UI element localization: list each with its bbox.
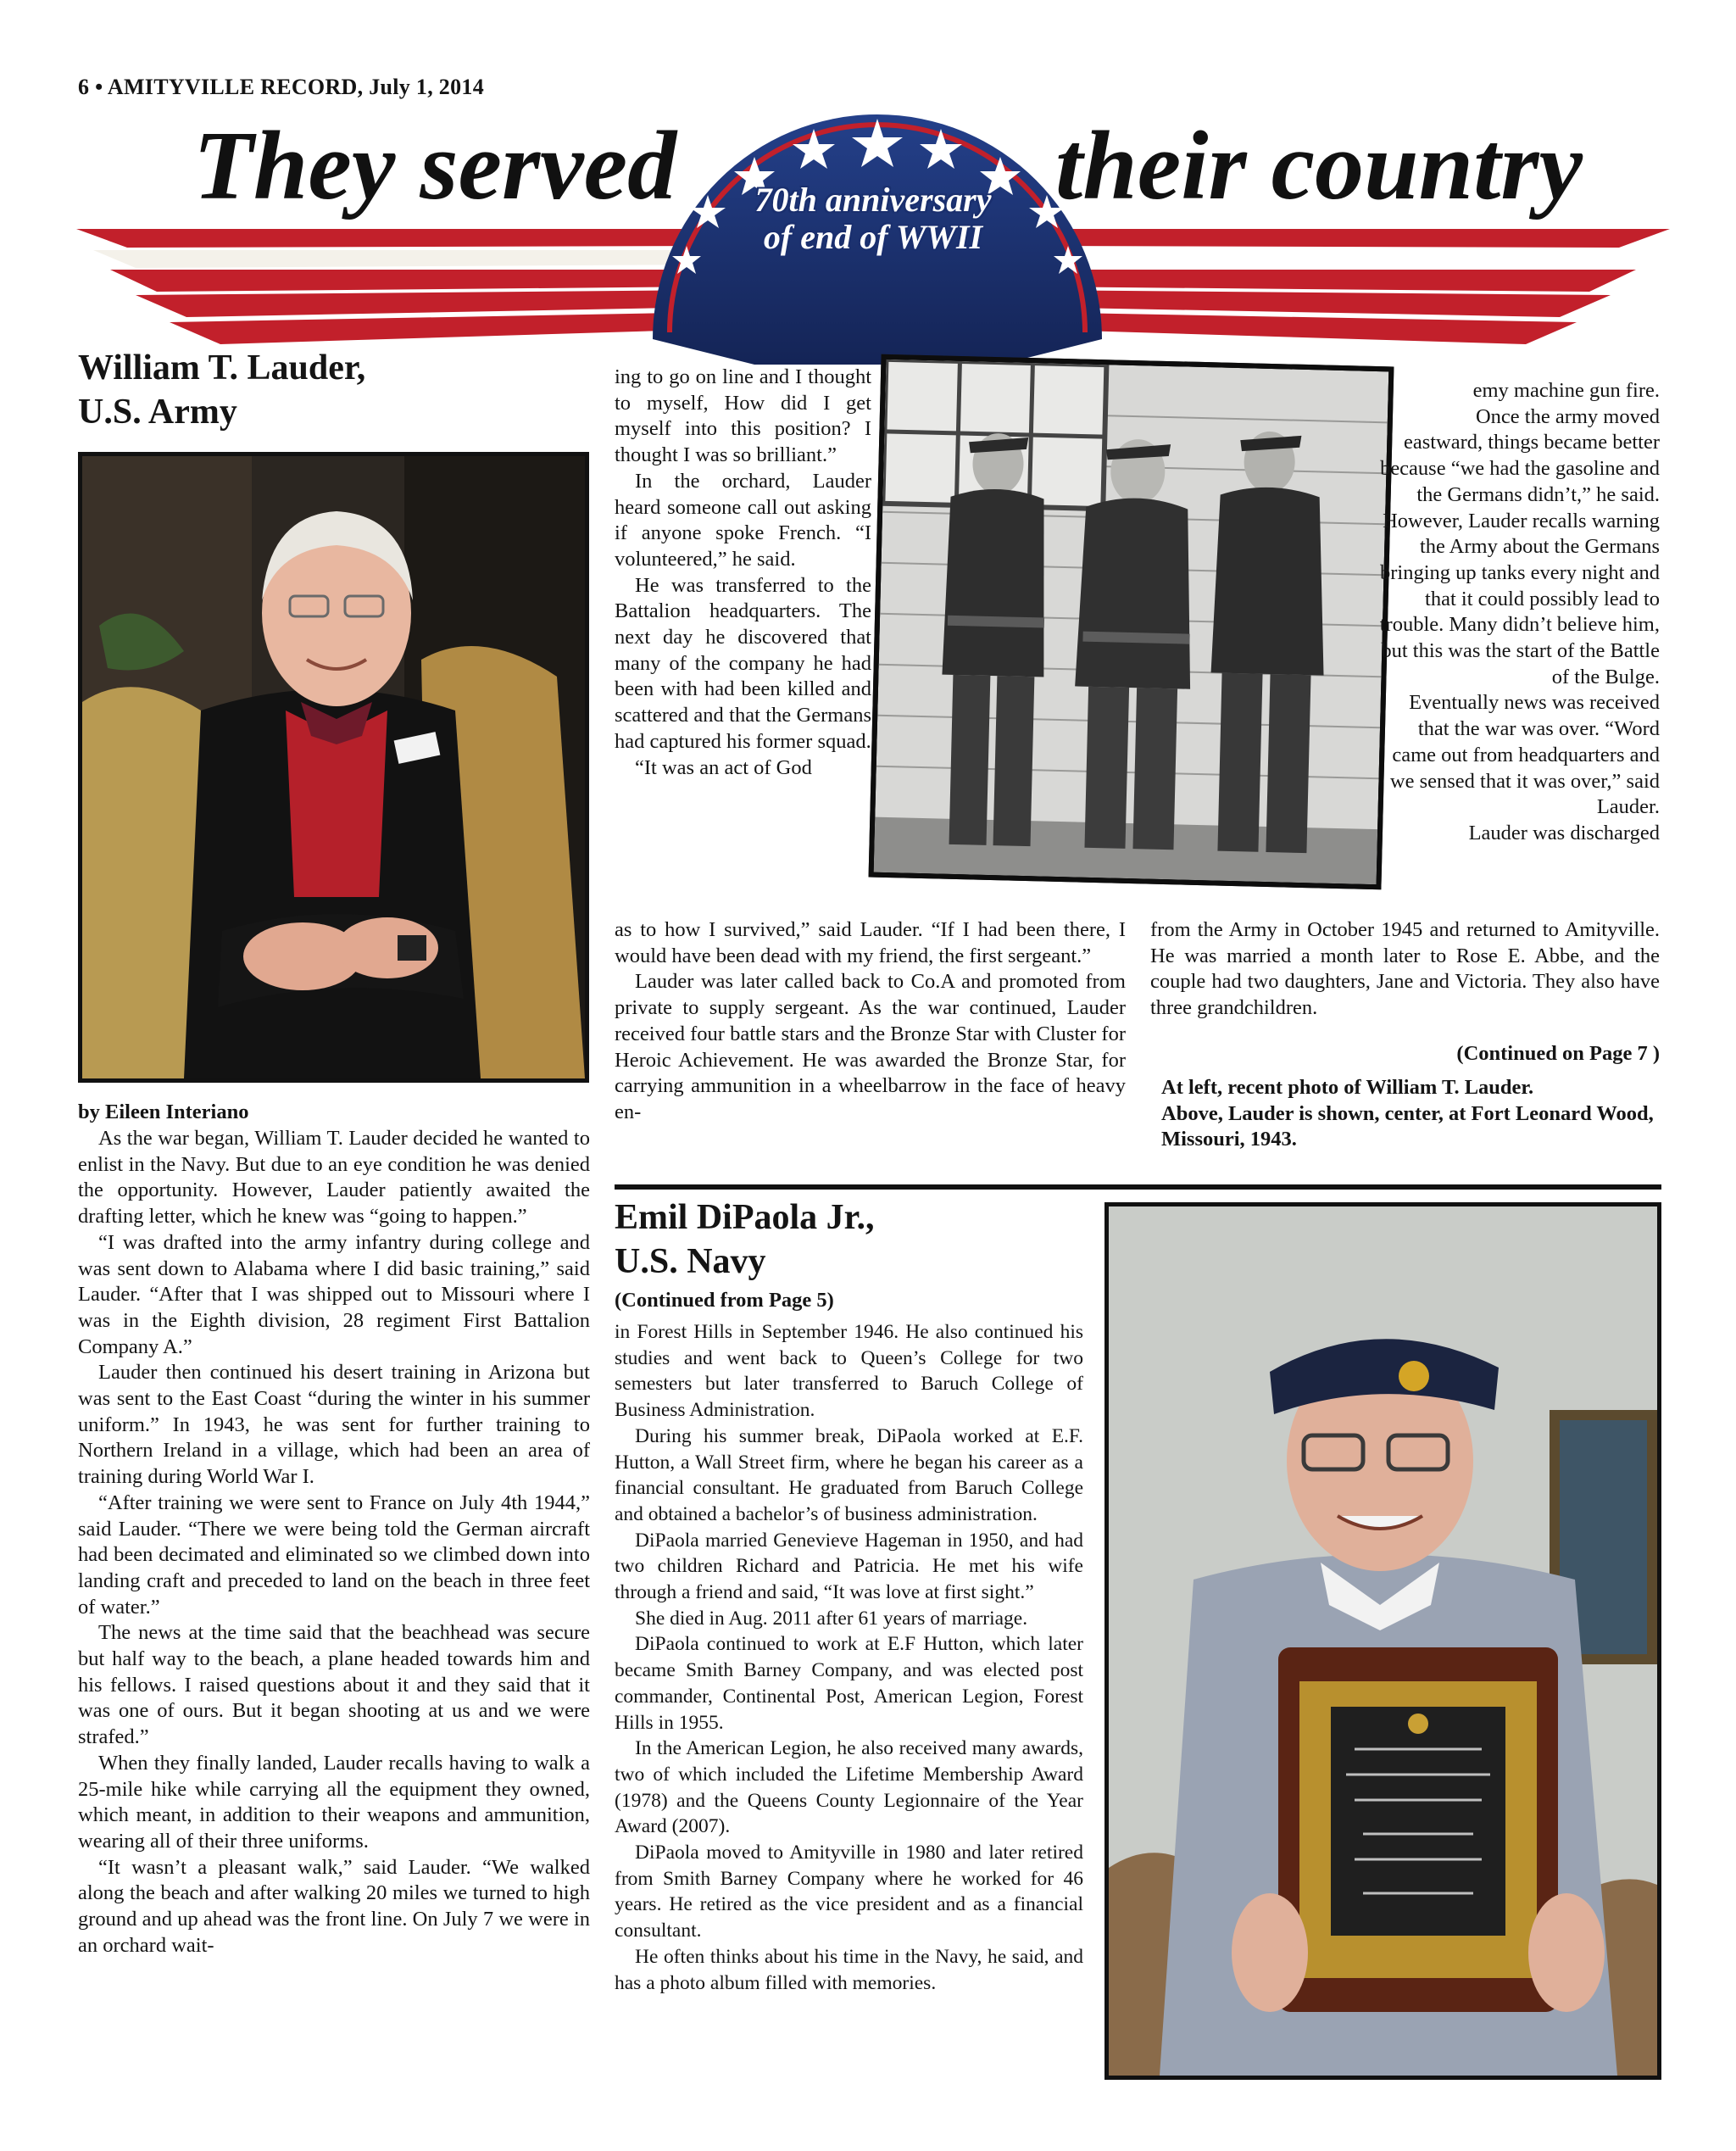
section-divider [615,1184,1661,1190]
lauder-column-2-wide [615,917,1126,1126]
paragraph: emy machine gun fire. [1472,379,1660,402]
paragraph: When they finally landed, Lauder recalls having to walk a 25-mile hike while carrying all the equipment they owned, which meant, in addition to their weapons and ammunition, wearing all of their three uniforms. [78,1751,590,1853]
dipaola-portrait-photo [1104,1202,1661,2080]
lauder-column-3-wide [1150,917,1660,1022]
lauder-continued-note: (Continued on Page 7 ) [1456,1042,1660,1065]
paragraph: During his summer break, DiPaola worked at E.F. Hutton, a Wall Street firm, where he began his career as a financial consultant. He graduated from Baruch College and obtained a bachelor’s of business administration. [615,1424,1083,1525]
paragraph: The news at the time said that the beachhead was secure but half way to the beach, a plane headed towards him and his fellows. I raised questions about it and they said that it was one of ours. But it began shooting at us and we were strafed.” [78,1621,590,1749]
paragraph: “I was drafted into the army infantry during college and was sent down to Alabama where I did basic training,” said Lauder. “After that I was shipped out to Missouri where I was in the Eighth division, 28 regiment First Battalion Company A.” [78,1230,590,1358]
dipaola-portrait-illustration [1109,1206,1657,2076]
dipaola-headline-line-1: Emil DiPaola Jr., [615,1198,875,1237]
dipaola-continued-from: (Continued from Page 5) [615,1289,834,1312]
paragraph: in Forest Hills in September 1946. He also continued his studies and went back to Queen’s College for two semesters but later transferred to Baruch College of Business Administration. [615,1321,1083,1422]
paragraph: DiPaola moved to Amityville in 1980 and later retired from Smith Barney Company where he worked for 46 years. He retired as the vice president and as a financial consultant. [615,1842,1083,1942]
paragraph: He was transferred to the Battalion headquarters. The next day he discovered that many of the company he had been with had been killed and scattered and that the Germans had captured his former squad. [615,573,871,753]
banner-right-stripes [1026,229,1670,344]
paragraph: DiPaola married Genevieve Hageman in 1950, and had two children Richard and Patricia. He met his wife through a friend and said, “It was love at first sight.” [615,1529,1083,1604]
banner-badge [627,181,1119,256]
dipaola-headline-line-2: U.S. Navy [615,1242,766,1281]
paragraph: from the Army in October 1945 and returned to Amityville. He was married a month later to Rose E. Abbe, and the couple had two daughters, Jane and Victoria. They also have three grandchildren. [1150,918,1660,1020]
page-folio: 6 • AMITYVILLE RECORD, July 1, 2014 [78,75,484,99]
paragraph: In the American Legion, he also received many awards, two of which included the Lifetime Membership Award (1978) and the Queens County Legionnaire of the Year Award (2007). [615,1737,1083,1838]
lauder-column-2-narrow [615,365,871,781]
dipaola-headline [615,1195,874,1284]
paragraph: Lauder then continued his desert training in Arizona but was sent to the East Coast “during the winter in his summer uniform.” In 1943, he was sent for further training to Northern Ireland in a village, which had been an area of training during World War I. [78,1361,590,1489]
lauder-byline: by Eileen Interiano [78,1101,249,1123]
paragraph: Lauder was later called back to Co.A and promoted from private to supply sergeant. As the war continued, Lauder received four battle stars and the Bronze Star with Cluster for Heroic Achievement. He was awarded the Bronze Star, for carrying ammunition in a wheelbarrow in the face of heavy en- [615,970,1126,1123]
paragraph: Lauder was discharged [1468,821,1660,844]
caption-line-1: At left, recent photo of William T. Lauder. [1161,1076,1534,1099]
fort-leonard-wood-photo [869,354,1394,890]
badge-line-2: of end of WWII [763,218,983,256]
lauder-portrait-photo [78,452,589,1083]
lauder-headline-line-2: U.S. Army [78,393,237,432]
paragraph: In the orchard, Lauder heard someone call out asking if anyone spoke French. “I volunteered,” he said. [615,469,871,571]
lauder-photo-caption [1161,1075,1661,1153]
paragraph: He often thinks about his time in the Navy, he said, and has a photo album filled with memories. [615,1945,1083,1994]
section-title-right: their country [1055,112,1583,220]
badge-line-1: 70th anniversary [754,181,992,219]
lauder-headline [78,346,365,434]
three-soldiers-illustration [874,359,1389,884]
paragraph: ing to go on line and I thought to myself, How did I get myself into this position? I thought I was so brilliant.” [615,365,871,467]
paragraph: As the war began, William T. Lauder decided he wanted to enlist in the Navy. But due to an eye condition he was denied the opportunity. However, Lauder patiently awaited the drafting letter, which he knew was “going to happen.” [78,1127,590,1229]
banner-left-stripes [76,229,721,344]
lauder-portrait-illustration [82,456,585,1078]
dipaola-column [615,1319,1083,1996]
paragraph: Eventually news was received that the war was over. “Word came out from headquarters and we sensed that it was over,” said Lauder. [1389,691,1660,819]
paragraph: “It was an act of God [635,755,812,779]
lauder-column-1 [78,1126,590,1959]
lauder-headline-line-1: William T. Lauder, [78,348,366,387]
paragraph: DiPaola continued to work at E.F Hutton, which later became Smith Barney Company, and was elected post commander, Continental Post, American Legion, Forest Hills in 1955. [615,1633,1083,1734]
lauder-column-3-narrow [1373,378,1660,847]
paragraph: as to how I survived,” said Lauder. “If I had been there, I would have been dead with my friend, the first sergeant.” [615,918,1126,967]
paragraph: Once the army moved eastward, things became better because “we had the gasoline and the Germans didn’t,” he said. However, Lauder recalls warning the Army about the Germans bringing up tanks every night and that it could possibly lead to trouble. Many didn’t believe him, but this was the start of the Battle of the Bulge. [1379,404,1660,688]
paragraph: “It wasn’t a pleasant walk,” said Lauder. “We walked along the beach and after walking 20 miles we turned to high ground and up ahead was the front line. On July 7 we were in an orchard wait- [78,1855,590,1957]
paragraph: She died in Aug. 2011 after 61 years of marriage. [635,1607,1028,1630]
paragraph: “After training we were sent to France on July 4th 1944,” said Lauder. “There we were being told the German aircraft had been decimated and eliminated so we climbed down into landing craft and preceded to land on the beach in three feet of water.” [78,1491,590,1619]
section-title-left: They served [193,112,677,220]
caption-line-2: Above, Lauder is shown, center, at Fort Leonard Wood, Missouri, 1943. [1161,1101,1654,1151]
